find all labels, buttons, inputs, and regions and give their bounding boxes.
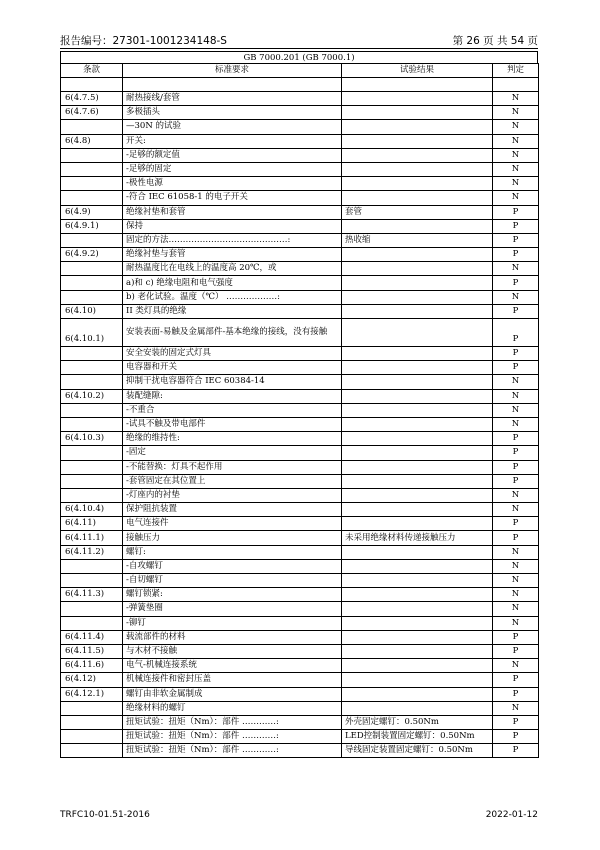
verdict-cell: P [493,276,539,290]
clause-cell [61,290,123,304]
table-row [61,474,539,488]
clause-cell [61,417,123,431]
requirement-cell: -铆钉 [123,616,342,630]
result-cell: 未采用绝缘材料传递接触压力 [342,531,493,545]
verdict-cell: P [493,319,539,347]
requirement-cell: -自切螺钉 [123,574,342,588]
result-cell [342,517,493,531]
result-cell [342,659,493,673]
form-number: TRFC10-01.51-2016 [60,810,150,820]
verdict-cell: N [493,389,539,403]
requirement-cell: -不能替换：灯具不起作用 [123,460,342,474]
verdict-cell: P [493,687,539,701]
clause-cell [61,474,123,488]
result-cell [342,347,493,361]
requirement-cell: 螺钉由非软金属制成 [123,687,342,701]
verdict-cell: N [493,120,539,134]
result-cell [342,403,493,417]
result-cell [342,92,493,106]
table-row [61,588,539,602]
result-cell [342,389,493,403]
table-row [61,574,539,588]
clause-cell [61,191,123,205]
verdict-cell: P [493,460,539,474]
clause-cell: 6(4.11) [61,517,123,531]
requirement-cell: -套管固定在其位置上 [123,474,342,488]
clause-cell: 6(4.11.3) [61,588,123,602]
requirement-cell: -自攻螺钉 [123,559,342,573]
result-cell [342,304,493,318]
table-row [61,417,539,431]
clause-cell: 6(4.7.6) [61,106,123,120]
table-row [61,730,539,744]
result-cell [342,687,493,701]
clause-cell [61,559,123,573]
result-cell [342,134,493,148]
clause-cell [61,715,123,729]
table-row [61,106,539,120]
requirement-cell: 电气连接件 [123,517,342,531]
requirement-cell: 扭矩试验：扭矩（Nm）：部件 …………: [123,730,342,744]
verdict-cell: N [493,375,539,389]
col-header-requirement: 标准要求 [123,64,342,78]
verdict-cell: N [493,148,539,162]
clause-cell [61,701,123,715]
result-cell [342,574,493,588]
requirement-cell: 螺钉锁紧: [123,588,342,602]
table-row [61,460,539,474]
clause-cell: 6(4.9) [61,205,123,219]
clause-cell [61,602,123,616]
requirement-cell: -试具不触及带电部件 [123,417,342,431]
page-header [60,33,538,49]
requirement-cell: 安全安装的固定式灯具 [123,347,342,361]
clause-cell: 6(4.11.2) [61,545,123,559]
verdict-cell: N [493,162,539,176]
clause-cell: 6(4.8) [61,134,123,148]
requirement-cell: -不重合 [123,403,342,417]
result-cell [342,148,493,162]
table-row [61,403,539,417]
requirement-cell: 安装表面-易触及金属部件-基本绝缘的接线，没有接触 [123,319,342,347]
requirement-cell: 保持 [123,219,342,233]
verdict-cell: P [493,517,539,531]
verdict-cell: N [493,588,539,602]
verdict-cell: N [493,191,539,205]
verdict-cell: P [493,644,539,658]
verdict-cell: N [493,417,539,431]
requirement-cell: 绝缘的维持性: [123,432,342,446]
table-row [61,630,539,644]
table-row [61,290,539,304]
result-cell [342,106,493,120]
header-divider [60,48,538,49]
result-cell [342,177,493,191]
requirement-cell: 保护阻抗装置 [123,503,342,517]
requirement-cell: 接触压力 [123,531,342,545]
clause-cell: 6(4.10.3) [61,432,123,446]
clause-cell [61,744,123,758]
requirement-cell: 电气-机械连接系统 [123,659,342,673]
verdict-cell: P [493,205,539,219]
clause-cell: 6(4.9.2) [61,248,123,262]
col-header-verdict: 判定 [493,64,539,78]
verdict-cell: P [493,715,539,729]
verdict-cell: N [493,106,539,120]
clause-cell [61,148,123,162]
result-cell [342,616,493,630]
table-row [61,488,539,502]
table-row [61,191,539,205]
result-cell [342,262,493,276]
requirement-cell: 耐热温度比在电线上的温度高 20℃，或 [123,262,342,276]
requirement-cell: 与木材不接触 [123,644,342,658]
table-row [61,347,539,361]
clause-cell [61,730,123,744]
table-row [61,659,539,673]
clause-cell: 6(4.10.4) [61,503,123,517]
verdict-cell: N [493,503,539,517]
table-row [61,602,539,616]
requirement-cell: a)和 c) 绝缘电阻和电气强度 [123,276,342,290]
clause-cell [61,262,123,276]
table-row [61,361,539,375]
verdict-cell: P [493,233,539,247]
result-cell [342,630,493,644]
result-cell [342,701,493,715]
requirement-cell: 绝缘衬垫与套管 [123,248,342,262]
verdict-cell: N [493,616,539,630]
table-row [61,531,539,545]
clause-cell [61,375,123,389]
clause-cell [61,120,123,134]
standard-title: GB 7000.201 (GB 7000.1) [60,51,538,64]
requirement-cell: -灯座内的衬垫 [123,488,342,502]
result-cell: 外壳固定螺钉：0.50Nm [342,715,493,729]
table-row [61,432,539,446]
table-row [61,205,539,219]
verdict-cell: N [493,488,539,502]
verdict-cell: P [493,744,539,758]
result-cell [342,488,493,502]
verdict-cell: P [493,304,539,318]
table-row [61,673,539,687]
table-row [61,687,539,701]
verdict-cell: N [493,574,539,588]
verdict-cell: P [493,219,539,233]
col-header-result: 试验结果 [342,64,493,78]
requirement-cell: 绝缘衬垫和套管 [123,205,342,219]
result-cell [342,120,493,134]
result-cell [342,276,493,290]
verdict-cell: N [493,701,539,715]
requirement-cell: 螺钉: [123,545,342,559]
verdict-cell: P [493,531,539,545]
table-row [61,375,539,389]
clause-cell: 6(4.11.4) [61,630,123,644]
requirement-cell: 耐热接线/套管 [123,92,342,106]
result-cell [342,290,493,304]
table-row [61,233,539,247]
table-row [61,715,539,729]
requirement-cell: -极性电源 [123,177,342,191]
verdict-cell: P [493,361,539,375]
result-cell [342,673,493,687]
clause-cell [61,488,123,502]
requirement-cell: 装配缝隙: [123,389,342,403]
clause-cell [61,361,123,375]
requirement-cell: 扭矩试验：扭矩（Nm）：部件 …………: [123,744,342,758]
result-cell [342,219,493,233]
page-number: 第 26 页 共 54 页 [452,35,538,47]
table-row [61,162,539,176]
requirement-cell: 扭矩试验：扭矩（Nm）：部件 …………: [123,715,342,729]
table-row [61,134,539,148]
result-cell [342,446,493,460]
requirement-cell: 绝缘材料的螺钉 [123,701,342,715]
requirement-cell: -固定 [123,446,342,460]
clause-cell: 6(4.9.1) [61,219,123,233]
verdict-cell: P [493,446,539,460]
clause-cell [61,162,123,176]
result-cell [342,474,493,488]
verdict-cell: N [493,290,539,304]
verdict-cell: N [493,262,539,276]
result-cell [342,460,493,474]
verdict-cell: P [493,432,539,446]
requirement-cell: 载流部件的材料 [123,630,342,644]
verdict-cell: N [493,659,539,673]
report-date: 2022-01-12 [485,810,538,820]
clause-cell [61,574,123,588]
clause-cell: 6(4.10.1) [61,319,123,347]
requirement-cell: -足够的额定值 [123,148,342,162]
clause-cell [61,276,123,290]
result-cell [342,545,493,559]
table-row [61,248,539,262]
requirement-cell: 电容器和开关 [123,361,342,375]
result-cell [342,319,493,347]
table-row [61,92,539,106]
verdict-cell: N [493,559,539,573]
table-row [61,701,539,715]
table-row [61,148,539,162]
verdict-cell: N [493,92,539,106]
verdict-cell: P [493,673,539,687]
page-footer [60,810,538,824]
clause-cell [61,347,123,361]
verdict-cell: N [493,602,539,616]
clause-cell: 6(4.12.1) [61,687,123,701]
result-cell [342,432,493,446]
clause-cell: 6(4.7.5) [61,92,123,106]
table-row [61,389,539,403]
table-row [61,304,539,318]
requirement-cell: 开关: [123,134,342,148]
verdict-cell: P [493,347,539,361]
verdict-cell: N [493,177,539,191]
table-header-row [61,64,539,78]
verdict-cell: P [493,730,539,744]
report-number: 报告编号：27301-1001234148-S [60,35,227,47]
table-row [61,616,539,630]
requirement-cell: 固定的方法……………………………………: [123,233,342,247]
result-cell: 热收缩 [342,233,493,247]
table-row [61,744,539,758]
table-row [61,545,539,559]
result-cell [342,162,493,176]
table-row [61,276,539,290]
col-header-clause: 条款 [61,64,123,78]
table-row [61,120,539,134]
result-cell [342,417,493,431]
result-cell: 套管 [342,205,493,219]
clause-cell [61,616,123,630]
requirement-cell: II 类灯具的绝缘 [123,304,342,318]
clause-cell [61,233,123,247]
table-row [61,319,539,347]
clause-cell: 6(4.11.5) [61,644,123,658]
clause-cell [61,177,123,191]
clause-cell: 6(4.10) [61,304,123,318]
result-cell [342,588,493,602]
verdict-cell: P [493,248,539,262]
result-cell [342,503,493,517]
result-cell [342,602,493,616]
clause-cell: 6(4.11.6) [61,659,123,673]
requirement-cell: -足够的固定 [123,162,342,176]
verdict-cell: N [493,134,539,148]
result-cell [342,248,493,262]
requirement-cell: -符合 IEC 61058-1 的电子开关 [123,191,342,205]
table-row [61,219,539,233]
requirement-cell: 抑制干扰电容器符合 IEC 60384-14 [123,375,342,389]
table-row [61,177,539,191]
verdict-cell: N [493,403,539,417]
requirement-cell: 机械连接件和密封压盖 [123,673,342,687]
spacer-row [61,78,539,92]
test-results-table [60,63,539,758]
clause-cell: 6(4.10.2) [61,389,123,403]
verdict-cell: P [493,474,539,488]
result-cell [342,361,493,375]
result-cell [342,191,493,205]
requirement-cell: —30N 的试验 [123,120,342,134]
table-row [61,644,539,658]
requirement-cell: 多极插头 [123,106,342,120]
table-row [61,517,539,531]
requirement-cell: -弹簧垫圈 [123,602,342,616]
clause-cell [61,446,123,460]
requirement-cell: b) 老化试验。温度（℃） ………………: [123,290,342,304]
table-row [61,503,539,517]
result-cell: 导线固定装置固定螺钉：0.50Nm [342,744,493,758]
table-row [61,446,539,460]
result-cell [342,375,493,389]
result-cell: LED控制装置固定螺钉：0.50Nm [342,730,493,744]
clause-cell [61,460,123,474]
clause-cell: 6(4.11.1) [61,531,123,545]
verdict-cell: P [493,630,539,644]
clause-cell: 6(4.12) [61,673,123,687]
table-row [61,559,539,573]
verdict-cell: N [493,545,539,559]
table-row [61,262,539,276]
result-cell [342,644,493,658]
result-cell [342,559,493,573]
clause-cell [61,403,123,417]
